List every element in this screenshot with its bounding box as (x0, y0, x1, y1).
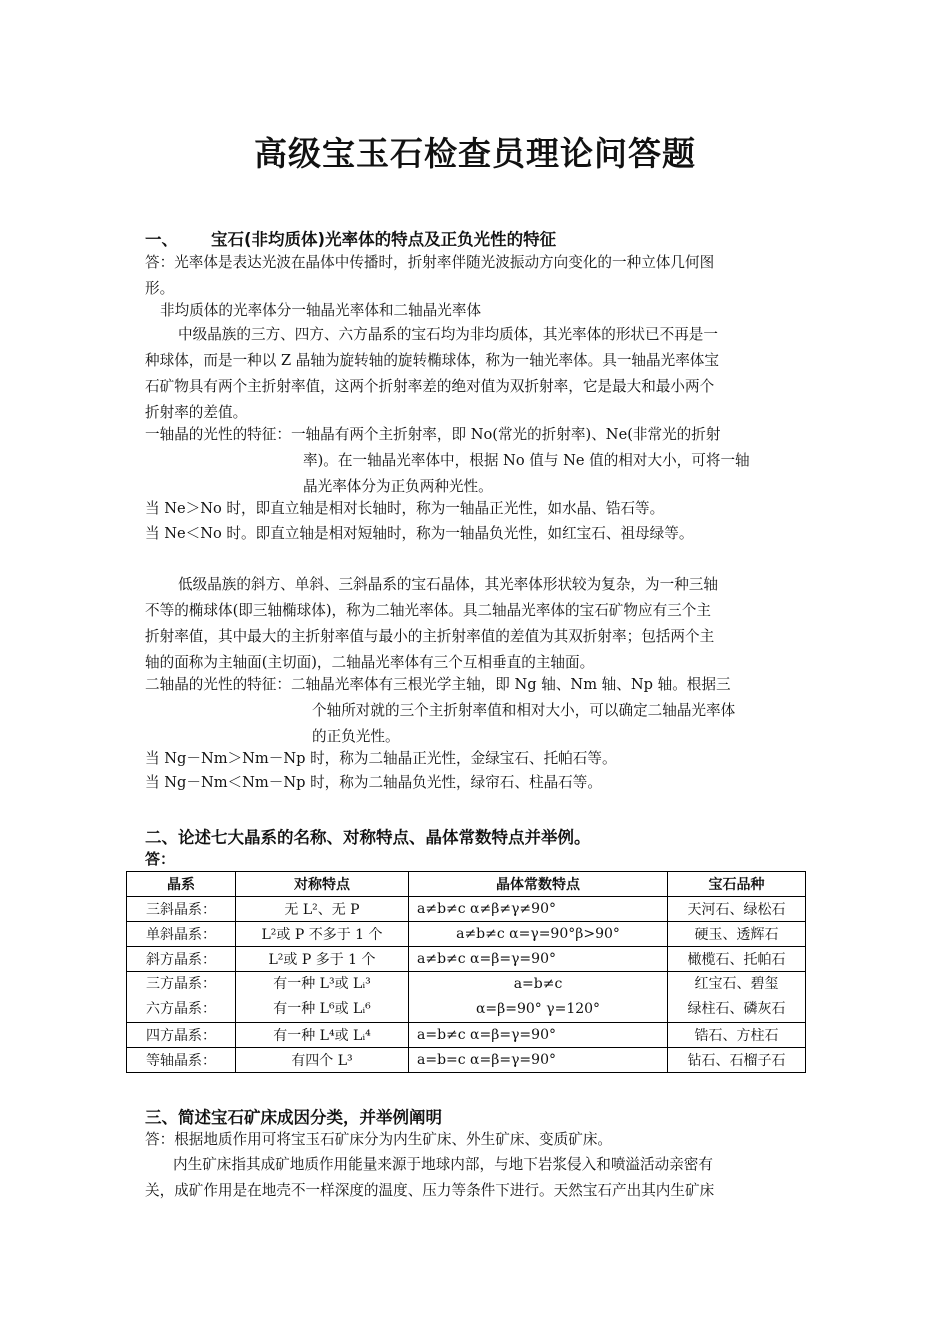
symmetry-cell: 有一种 L⁴或 Lᵢ⁴ (236, 1023, 409, 1048)
s1-p3-line1: 中级晶族的三方、四方、六方晶系的宝石均为非均质体，其光率体的形状已不再是一 (178, 326, 718, 343)
s1-p1-line1: 答：光率体是表达光波在晶体中传播时，折射率伴随光波振动方向变化的一种立体几何图 (145, 254, 715, 271)
gems-cell: 硬玉、透辉石 (668, 922, 806, 947)
constants-cell: a≠b≠c α≠β≠γ≠90° (409, 897, 668, 922)
gems-cell: 钻石、石榴子石 (668, 1048, 806, 1073)
table-row (127, 947, 806, 972)
s3-para1: 答：根据地质作用可将宝玉石矿床分为内生矿床、外生矿床、变质矿床。 (145, 1131, 613, 1148)
s1-para6: 当 Ne＜No 时。即直立轴是相对短轴时，称为一轴晶负光性，如红宝石、祖母绿等。 (145, 525, 694, 542)
system-cell: 单斜晶系： (127, 922, 236, 947)
table-header-cell: 晶系 (127, 872, 236, 897)
s1-para7 (145, 572, 718, 676)
s1-p7-line4: 轴的面称为主轴面(主切面)，二轴晶光率体有三个互相垂直的主轴面。 (145, 654, 595, 671)
s1-para1 (145, 250, 714, 302)
symmetry-cell: 无 L²、无 P (236, 897, 409, 922)
system-cell: 等轴晶系： (127, 1048, 236, 1073)
page-title: 高级宝玉石检查员理论问答题 (254, 134, 696, 173)
symmetry-cell-line1: 有一种 L³或 Lᵢ³ (273, 976, 371, 992)
s1-p3-line3: 石矿物具有两个主折射率值，这两个折射率差的绝对值为双折射率，它是最大和最小两个 (145, 378, 715, 395)
s1-p8-line1: 二轴晶的光性的特征：二轴晶光率体有三根光学主轴，即 Ng 轴、Nm 轴、Np 轴。根据三 (145, 676, 731, 693)
gems-cell: 天河石、绿松石 (668, 897, 806, 922)
constants-cell-line2: α=β=90° γ=120° (475, 1001, 601, 1017)
section1-number: 一、 (145, 230, 178, 249)
constants-cell: a=b=c α=β=γ=90° (409, 1048, 668, 1073)
table-row (127, 897, 806, 922)
gems-cell: 锆石、方柱石 (668, 1023, 806, 1048)
gems-cell (668, 972, 806, 1023)
table-row (127, 922, 806, 947)
s1-para2: 非均质体的光率体分一轴晶光率体和二轴晶光率体 (160, 302, 482, 319)
s1-p4-line3: 晶光率体分为正负两种光性。 (303, 478, 493, 495)
s1-p3-line2: 种球体，而是一种以 Z 晶轴为旋转轴的旋转椭球体，称为一轴光率体。具一轴晶光率体宝 (145, 352, 719, 369)
s1-para5: 当 Ne＞No 时，即直立轴是相对长轴时，称为一轴晶正光性，如水晶、锆石等。 (145, 500, 665, 517)
table-header-cell: 晶体常数特点 (409, 872, 668, 897)
system-cell: 斜方晶系： (127, 947, 236, 972)
s1-p4-line1: 一轴晶的光性的特征：一轴晶有两个主折射率，即 No(常光的折射率)、Ne(非常光的折射 (145, 426, 721, 443)
constants-cell: a≠b≠c α=β=γ=90° (409, 947, 668, 972)
s1-p7-line1: 低级晶族的斜方、单斜、三斜晶系的宝石晶体，其光率体形状较为复杂，为一种三轴 (178, 576, 718, 593)
s3-para2 (145, 1152, 714, 1204)
symmetry-cell: 有四个 L³ (236, 1048, 409, 1073)
symmetry-cell: L²或 P 多于 1 个 (236, 947, 409, 972)
section2-answer-label: 答： (145, 850, 176, 868)
system-cell: 四方晶系： (127, 1023, 236, 1048)
s1-p3-line4: 折射率的差值。 (145, 404, 248, 421)
s1-p1-line2: 形。 (145, 280, 175, 297)
s1-p7-line3: 折射率值，其中最大的主折射率值与最小的主折射率值的差值为其双折射率；包括两个主 (145, 628, 715, 645)
s3-p2-line2: 关，成矿作用是在地壳不一样深度的温度、压力等条件下进行。天然宝石产出其内生矿床 (145, 1182, 715, 1199)
section2-heading: 二、论述七大晶系的名称、对称特点、晶体常数特点并举例。 (145, 828, 591, 847)
s1-para9: 当 Ng－Nm＞Nm－Np 时，称为二轴晶正光性，金绿宝石、托帕石等。 (145, 750, 617, 767)
s1-p7-line2: 不等的椭球体(即三轴椭球体)，称为二轴光率体。具二轴晶光率体的宝石矿物应有三个主 (145, 602, 711, 619)
constants-cell (409, 972, 668, 1023)
table-header-row (127, 872, 806, 897)
constants-cell: a=b≠c α=β=γ=90° (409, 1023, 668, 1048)
section1-heading (145, 226, 556, 250)
table-row (127, 1023, 806, 1048)
gems-cell: 橄榄石、托帕石 (668, 947, 806, 972)
s1-para8 (145, 672, 735, 750)
table-header-cell: 对称特点 (236, 872, 409, 897)
system-cell-line2: 六方晶系： (146, 1001, 216, 1017)
table-row (127, 1048, 806, 1073)
crystal-system-table (126, 871, 806, 1073)
section1-heading-text: 宝石(非均质体)光率体的特点及正负光性的特征 (211, 230, 557, 249)
table-row (127, 972, 806, 1023)
system-cell (127, 972, 236, 1023)
s1-para4 (145, 422, 750, 500)
section3-heading: 三、简述宝石矿床成因分类，并举例阐明 (145, 1108, 442, 1127)
s1-p8-line2: 个轴所对就的三个主折射率值和相对大小，可以确定二轴晶光率体 (312, 702, 736, 719)
system-cell: 三斜晶系： (127, 897, 236, 922)
s1-para3 (145, 322, 719, 426)
s1-p8-line3: 的正负光性。 (312, 728, 400, 745)
symmetry-cell-line2: 有一种 L⁶或 Lᵢ⁶ (273, 1001, 371, 1017)
system-cell-line1: 三方晶系： (146, 976, 216, 992)
s1-p4-line2: 率)。在一轴晶光率体中，根据 No 值与 Ne 值的相对大小，可将一轴 (303, 452, 750, 469)
symmetry-cell (236, 972, 409, 1023)
gems-cell-line1: 红宝石、碧玺 (694, 976, 779, 992)
table-header-cell: 宝石品种 (668, 872, 806, 897)
s3-p2-line1: 内生矿床指其成矿地质作用能量来源于地球内部，与地下岩浆侵入和喷溢活动亲密有 (173, 1156, 713, 1173)
constants-cell: a≠b≠c α=γ=90°β>90° (409, 922, 668, 947)
s1-para10: 当 Ng－Nm＜Nm－Np 时，称为二轴晶负光性，绿帘石、柱晶石等。 (145, 774, 602, 791)
gems-cell-line2: 绿柱石、磷灰石 (687, 1001, 786, 1017)
constants-cell-line1: a=b≠c (513, 976, 563, 992)
symmetry-cell: L²或 P 不多于 1 个 (236, 922, 409, 947)
